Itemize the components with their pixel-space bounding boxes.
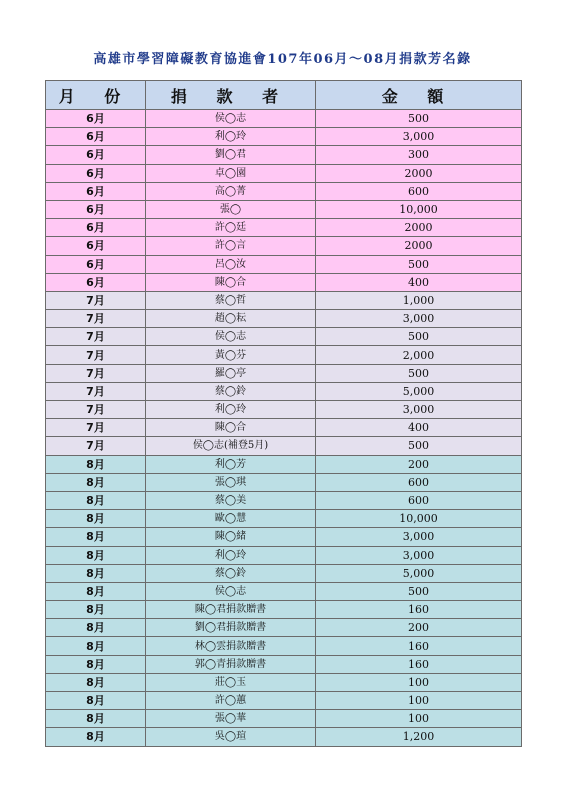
month-cell: 6月 xyxy=(46,110,146,128)
table-row xyxy=(46,582,522,600)
donor-cell: 吳◯瑄 xyxy=(146,728,316,746)
month-cell: 8月 xyxy=(46,455,146,473)
amount-cell: 1,200 xyxy=(316,728,522,746)
donor-cell: 張◯琪 xyxy=(146,473,316,491)
month-cell: 8月 xyxy=(46,546,146,564)
month-cell: 8月 xyxy=(46,728,146,746)
table-header-row xyxy=(46,81,522,110)
table-row xyxy=(46,273,522,291)
amount-cell: 3,000 xyxy=(316,401,522,419)
donor-cell: 黃◯芬 xyxy=(146,346,316,364)
month-cell: 8月 xyxy=(46,473,146,491)
donor-cell: 利◯玲 xyxy=(146,128,316,146)
month-cell: 6月 xyxy=(46,237,146,255)
month-cell: 7月 xyxy=(46,291,146,309)
table-row xyxy=(46,473,522,491)
month-cell: 6月 xyxy=(46,164,146,182)
month-cell: 6月 xyxy=(46,255,146,273)
table-body xyxy=(46,110,522,747)
donor-cell: 趙◯耘 xyxy=(146,310,316,328)
month-cell: 8月 xyxy=(46,692,146,710)
amount-cell: 100 xyxy=(316,710,522,728)
donor-cell: 蔡◯鈴 xyxy=(146,564,316,582)
table-row xyxy=(46,564,522,582)
donor-cell: 陳◯君捐款贈書 xyxy=(146,601,316,619)
month-cell: 7月 xyxy=(46,310,146,328)
amount-cell: 3,000 xyxy=(316,310,522,328)
month-cell: 7月 xyxy=(46,382,146,400)
month-cell: 8月 xyxy=(46,491,146,509)
month-cell: 7月 xyxy=(46,401,146,419)
amount-cell: 400 xyxy=(316,273,522,291)
table-row xyxy=(46,528,522,546)
table-row xyxy=(46,237,522,255)
amount-cell: 10,000 xyxy=(316,200,522,218)
month-cell: 6月 xyxy=(46,128,146,146)
table-row xyxy=(46,382,522,400)
amount-cell: 160 xyxy=(316,637,522,655)
donor-cell: 侯◯志 xyxy=(146,110,316,128)
donor-cell: 林◯雲捐款贈書 xyxy=(146,637,316,655)
amount-cell: 5,000 xyxy=(316,382,522,400)
donor-cell: 蔡◯哲 xyxy=(146,291,316,309)
header-month: 月 份 xyxy=(46,81,146,110)
donor-cell: 張◯華 xyxy=(146,710,316,728)
donor-cell: 莊◯玉 xyxy=(146,673,316,691)
amount-cell: 5,000 xyxy=(316,564,522,582)
month-cell: 8月 xyxy=(46,582,146,600)
amount-cell: 300 xyxy=(316,146,522,164)
donor-cell: 利◯芳 xyxy=(146,455,316,473)
month-cell: 8月 xyxy=(46,655,146,673)
table-row xyxy=(46,710,522,728)
month-cell: 6月 xyxy=(46,200,146,218)
amount-cell: 10,000 xyxy=(316,510,522,528)
table-row xyxy=(46,164,522,182)
month-cell: 6月 xyxy=(46,273,146,291)
table-row xyxy=(46,401,522,419)
table-row xyxy=(46,328,522,346)
donor-cell: 許◯言 xyxy=(146,237,316,255)
table-row xyxy=(46,255,522,273)
month-cell: 6月 xyxy=(46,146,146,164)
table-row xyxy=(46,546,522,564)
donor-cell: 劉◯君 xyxy=(146,146,316,164)
table-row xyxy=(46,655,522,673)
amount-cell: 2000 xyxy=(316,237,522,255)
amount-cell: 2000 xyxy=(316,164,522,182)
table-row xyxy=(46,310,522,328)
month-cell: 7月 xyxy=(46,328,146,346)
donor-cell: 羅◯亭 xyxy=(146,364,316,382)
amount-cell: 500 xyxy=(316,328,522,346)
table-row xyxy=(46,364,522,382)
donor-cell: 陳◯緒 xyxy=(146,528,316,546)
donor-cell: 許◯蕙 xyxy=(146,692,316,710)
month-cell: 6月 xyxy=(46,219,146,237)
donor-cell: 蔡◯美 xyxy=(146,491,316,509)
amount-cell: 2000 xyxy=(316,219,522,237)
month-cell: 8月 xyxy=(46,619,146,637)
amount-cell: 500 xyxy=(316,437,522,455)
table-row xyxy=(46,637,522,655)
table-row xyxy=(46,146,522,164)
table-row xyxy=(46,510,522,528)
header-donor: 捐 款 者 xyxy=(146,81,316,110)
month-cell: 8月 xyxy=(46,564,146,582)
amount-cell: 160 xyxy=(316,601,522,619)
donor-cell: 陳◯合 xyxy=(146,273,316,291)
table-row xyxy=(46,128,522,146)
donor-cell: 呂◯汝 xyxy=(146,255,316,273)
amount-cell: 3,000 xyxy=(316,528,522,546)
donor-cell: 侯◯志 xyxy=(146,328,316,346)
month-cell: 8月 xyxy=(46,528,146,546)
month-cell: 7月 xyxy=(46,419,146,437)
month-cell: 8月 xyxy=(46,510,146,528)
month-cell: 6月 xyxy=(46,182,146,200)
month-cell: 8月 xyxy=(46,673,146,691)
amount-cell: 2,000 xyxy=(316,346,522,364)
amount-cell: 160 xyxy=(316,655,522,673)
header-amount: 金 額 xyxy=(316,81,522,110)
table-row xyxy=(46,346,522,364)
amount-cell: 200 xyxy=(316,619,522,637)
amount-cell: 600 xyxy=(316,473,522,491)
donor-cell: 蔡◯鈴 xyxy=(146,382,316,400)
donor-cell: 許◯廷 xyxy=(146,219,316,237)
table-row xyxy=(46,673,522,691)
table-row xyxy=(46,728,522,746)
table-row xyxy=(46,619,522,637)
amount-cell: 1,000 xyxy=(316,291,522,309)
table-row xyxy=(46,200,522,218)
donor-cell: 歐◯慧 xyxy=(146,510,316,528)
amount-cell: 500 xyxy=(316,110,522,128)
amount-cell: 600 xyxy=(316,182,522,200)
month-cell: 8月 xyxy=(46,637,146,655)
amount-cell: 500 xyxy=(316,364,522,382)
month-cell: 8月 xyxy=(46,601,146,619)
month-cell: 7月 xyxy=(46,346,146,364)
month-cell: 7月 xyxy=(46,437,146,455)
table-row xyxy=(46,491,522,509)
page-title: 高雄市學習障礙教育協進會107年06月～08月捐款芳名錄 xyxy=(93,52,472,67)
donor-cell: 利◯玲 xyxy=(146,401,316,419)
table-row xyxy=(46,692,522,710)
donor-cell: 侯◯志(補登5月) xyxy=(146,437,316,455)
table-row xyxy=(46,219,522,237)
donor-cell: 利◯玲 xyxy=(146,546,316,564)
donor-cell: 陳◯合 xyxy=(146,419,316,437)
table-row xyxy=(46,419,522,437)
table-row xyxy=(46,601,522,619)
donor-cell: 郭◯青捐款贈書 xyxy=(146,655,316,673)
table-row xyxy=(46,182,522,200)
amount-cell: 600 xyxy=(316,491,522,509)
donor-cell: 卓◯園 xyxy=(146,164,316,182)
month-cell: 8月 xyxy=(46,710,146,728)
donor-cell: 張◯ xyxy=(146,200,316,218)
amount-cell: 500 xyxy=(316,255,522,273)
donor-cell: 高◯菁 xyxy=(146,182,316,200)
donor-cell: 劉◯君捐款贈書 xyxy=(146,619,316,637)
amount-cell: 400 xyxy=(316,419,522,437)
amount-cell: 3,000 xyxy=(316,546,522,564)
table-row xyxy=(46,291,522,309)
table-row xyxy=(46,110,522,128)
amount-cell: 100 xyxy=(316,692,522,710)
table-row xyxy=(46,455,522,473)
table-row xyxy=(46,437,522,455)
amount-cell: 200 xyxy=(316,455,522,473)
amount-cell: 500 xyxy=(316,582,522,600)
amount-cell: 100 xyxy=(316,673,522,691)
donor-cell: 侯◯志 xyxy=(146,582,316,600)
month-cell: 7月 xyxy=(46,364,146,382)
amount-cell: 3,000 xyxy=(316,128,522,146)
donation-table xyxy=(45,80,522,747)
